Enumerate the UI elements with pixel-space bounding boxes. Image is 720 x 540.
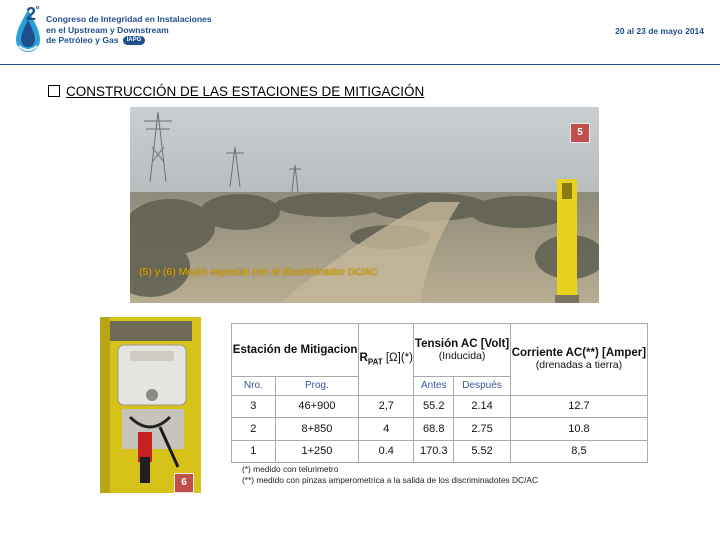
checkbox-bullet-icon — [48, 85, 60, 97]
table-notes — [242, 464, 538, 486]
mitigation-table — [231, 323, 648, 463]
cell-prog: 46+900 — [275, 395, 358, 417]
note-telurimetro: (*) medido con telurimetro — [242, 464, 339, 474]
cell-despues: 2.75 — [454, 418, 511, 440]
corriente-label: Corriente AC(**) [Amper] — [511, 347, 647, 360]
edition-superscript: º — [36, 4, 40, 14]
note-pinzas: (**) medido con pinzas amperometrica a la salida de los discriminadotes DC/AC — [242, 475, 539, 485]
photo-number-badge-6: 6 — [174, 473, 194, 493]
subheader-nro: Nro. — [232, 377, 276, 395]
cell-despues: 5.52 — [454, 440, 511, 463]
table-row — [232, 418, 648, 440]
cell-nro: 2 — [232, 418, 276, 440]
edition-digit: 2 — [26, 4, 37, 24]
col-header-corriente — [510, 324, 647, 396]
cell-corriente: 8,5 — [510, 440, 647, 463]
rpat-subscript: PAT — [367, 357, 383, 367]
col-header-rpat — [359, 324, 414, 396]
cell-corriente: 12.7 — [510, 395, 647, 417]
photo-number-badge-5: 5 — [570, 123, 590, 143]
photo-discriminator-box — [100, 317, 201, 493]
edition-number — [26, 4, 39, 25]
cell-antes: 68.8 — [414, 418, 454, 440]
cell-nro: 3 — [232, 395, 276, 417]
rpat-unit: [Ω](*) — [382, 352, 413, 365]
cell-nro: 1 — [232, 440, 276, 463]
congress-title-line-3: de Petróleo y Gas — [46, 35, 119, 45]
col-header-tension — [414, 324, 511, 377]
photo-caption-text: (5) y (6) Mojón especial con el discriminador — [139, 266, 345, 278]
header — [0, 0, 720, 64]
subheader-prog: Prog. — [275, 377, 358, 395]
col-header-station: Estación de Mitigacion — [232, 324, 359, 377]
subheader-antes: Antes — [414, 377, 454, 395]
cell-prog: 1+250 — [275, 440, 358, 463]
cell-despues: 2.14 — [454, 395, 511, 417]
congress-title-line-2: en el Upstream y Downstream — [46, 24, 169, 35]
cell-rpat: 4 — [359, 418, 414, 440]
subheader-despues: Después — [454, 377, 511, 395]
congress-dates: 20 al 23 de mayo 2014 — [615, 26, 704, 36]
photo-caption — [139, 266, 377, 278]
tension-sublabel: (Inducida) — [438, 350, 486, 363]
photo-caption-suffix: DC/AC — [347, 267, 378, 278]
header-divider — [0, 64, 720, 65]
corriente-sublabel: (drenadas a tierra) — [535, 359, 623, 372]
cell-antes: 170.3 — [414, 440, 454, 463]
congress-title — [46, 14, 212, 46]
cell-rpat: 0.4 — [359, 440, 414, 463]
congress-title-line-1: Congreso de Integridad en Instalaciones — [46, 14, 212, 24]
rpat-label: R — [359, 352, 368, 365]
cell-prog: 8+850 — [275, 418, 358, 440]
iapg-badge: IAPG — [123, 36, 146, 45]
cell-rpat: 2,7 — [359, 395, 414, 417]
cell-antes: 55.2 — [414, 395, 454, 417]
table-row — [232, 395, 648, 417]
discriminator-image — [100, 317, 201, 493]
tension-label: Tensión AC [Volt] — [414, 338, 510, 351]
cell-corriente: 10.8 — [510, 418, 647, 440]
section-title-text: CONSTRUCCIÓN DE LAS ESTACIONES DE MITIGACIÓN — [66, 84, 425, 99]
table-row — [232, 440, 648, 463]
section-title — [48, 84, 424, 99]
